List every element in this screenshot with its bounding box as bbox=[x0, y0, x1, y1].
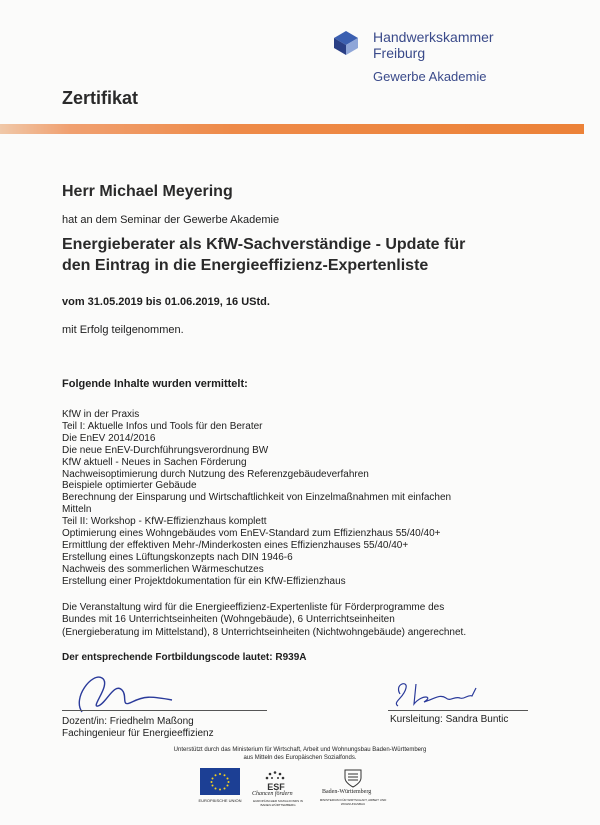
course-lead-signature bbox=[396, 684, 476, 706]
lecturer-signature bbox=[79, 677, 172, 712]
accent-stripe bbox=[0, 124, 584, 134]
bw-crest-icon bbox=[342, 768, 364, 788]
org-name-line2: Freiburg bbox=[373, 45, 426, 61]
signature-line-left bbox=[62, 710, 267, 711]
support-note-line2: aus Mitteln des Europäischen Sozialfonds. bbox=[243, 755, 357, 761]
lecturer-name: Dozent/in: Friedhelm Maßong bbox=[62, 716, 194, 727]
eu-flag-icon bbox=[200, 768, 240, 795]
note-line1: Die Veranstaltung wird für die Energieeffizienz-Expertenliste für Förderprogramme des bbox=[62, 602, 445, 613]
contents-item: KfW aktuell - Neues in Sachen Förderung bbox=[62, 456, 247, 468]
course-title-line1: Energieberater als KfW-Sachverständige - Update für bbox=[62, 236, 466, 253]
course-title bbox=[62, 234, 532, 276]
chancen-subtitle: EUROPÄISCHER SOZIALFONDS IN BADEN-WÜRTTEMBERG bbox=[253, 799, 303, 807]
cube-logo-icon bbox=[333, 30, 359, 56]
recipient-name: Herr Michael Meyering bbox=[62, 183, 233, 200]
contents-item: Teil I: Aktuelle Infos und Tools für den Berater bbox=[62, 420, 263, 432]
contents-item: Erstellung eines Lüftungskonzepts nach DIN 1946-6 bbox=[62, 551, 293, 563]
org-name-line1: Handwerkskammer bbox=[373, 29, 494, 45]
contents-item: Die EnEV 2014/2016 bbox=[62, 432, 156, 444]
contents-item: KfW in der Praxis bbox=[62, 409, 140, 420]
course-lead: Kursleitung: Sandra Buntic bbox=[390, 714, 509, 725]
contents-item: Nachweisoptimierung durch Nutzung des Referenzgebäudeverfahren bbox=[62, 468, 369, 480]
contents-item: Nachweis des sommerlichen Wärmeschutzes bbox=[62, 563, 264, 575]
contents-item: Teil II: Workshop - KfW-Effizienzhaus komplett bbox=[62, 516, 267, 528]
contents-list bbox=[62, 409, 532, 588]
note-line2: Bundes mit 16 Unterrichtseinheiten (Wohngebäude), 6 Unterrichtseinheiten bbox=[62, 614, 395, 626]
bw-name: Baden-Württemberg bbox=[322, 789, 372, 795]
contents-item: Berechnung der Einsparung und Wirtschaftlichkeit von Einzelmaßnahmen mit einfachen bbox=[62, 492, 452, 504]
chancen-foerdern: Chancen fördern bbox=[252, 791, 293, 797]
esf-label: ESF bbox=[267, 782, 285, 792]
support-note-line1: Unterstützt durch das Ministerium für Wirtschaft, Arbeit und Wohnungsbau Baden-Württemberg bbox=[173, 747, 427, 753]
academy-name: Gewerbe Akademie bbox=[373, 69, 487, 84]
success-text: mit Erfolg teilgenommen. bbox=[62, 324, 184, 336]
intro-text: hat an dem Seminar der Gewerbe Akademie bbox=[62, 214, 280, 226]
contents-item: Erstellung einer Projektdokumentation für ein KfW-Effizienzhaus bbox=[62, 575, 346, 587]
signature-area bbox=[62, 668, 532, 716]
bw-subtitle: MINISTERIUM FÜR WIRTSCHAFT, ARBEIT UND WOHNUNGSBAU bbox=[319, 798, 387, 806]
signature-line-right bbox=[388, 710, 528, 711]
lecturer-title: Fachingenieur für Energieeffizienz bbox=[62, 728, 214, 739]
contents-heading: Folgende Inhalte wurden vermittelt: bbox=[62, 378, 248, 390]
document-title: Zertifikat bbox=[62, 88, 139, 108]
accreditation-note bbox=[62, 602, 532, 639]
contents-item: Die neue EnEV-Durchführungsverordnung BW bbox=[62, 444, 269, 456]
contents-item: Ermittlung der effektiven Mehr-/Minderkosten eines Effizienzhauses 55/40/40+ bbox=[62, 539, 409, 551]
note-line3: (Energieberatung im Mittelstand), 8 Unterrichtseinheiten (Nichtwohngebäude) angerechnet. bbox=[62, 626, 467, 638]
contents-item: Beispiele optimierter Gebäude bbox=[62, 480, 197, 492]
training-code: Der entsprechende Fortbildungscode lautet: R939A bbox=[62, 652, 307, 663]
course-title-line2: den Eintrag in die Energieeffizienz-Expertenliste bbox=[62, 257, 429, 274]
contents-item: Mitteln bbox=[62, 504, 92, 516]
eu-caption: EUROPÄISCHE UNION bbox=[198, 798, 242, 803]
contents-item: Optimierung eines Wohngebäudes vom EnEV-Standard zum Effizienzhaus 55/40/40+ bbox=[62, 528, 441, 540]
date-line: vom 31.05.2019 bis 01.06.2019, 16 UStd. bbox=[62, 296, 270, 308]
